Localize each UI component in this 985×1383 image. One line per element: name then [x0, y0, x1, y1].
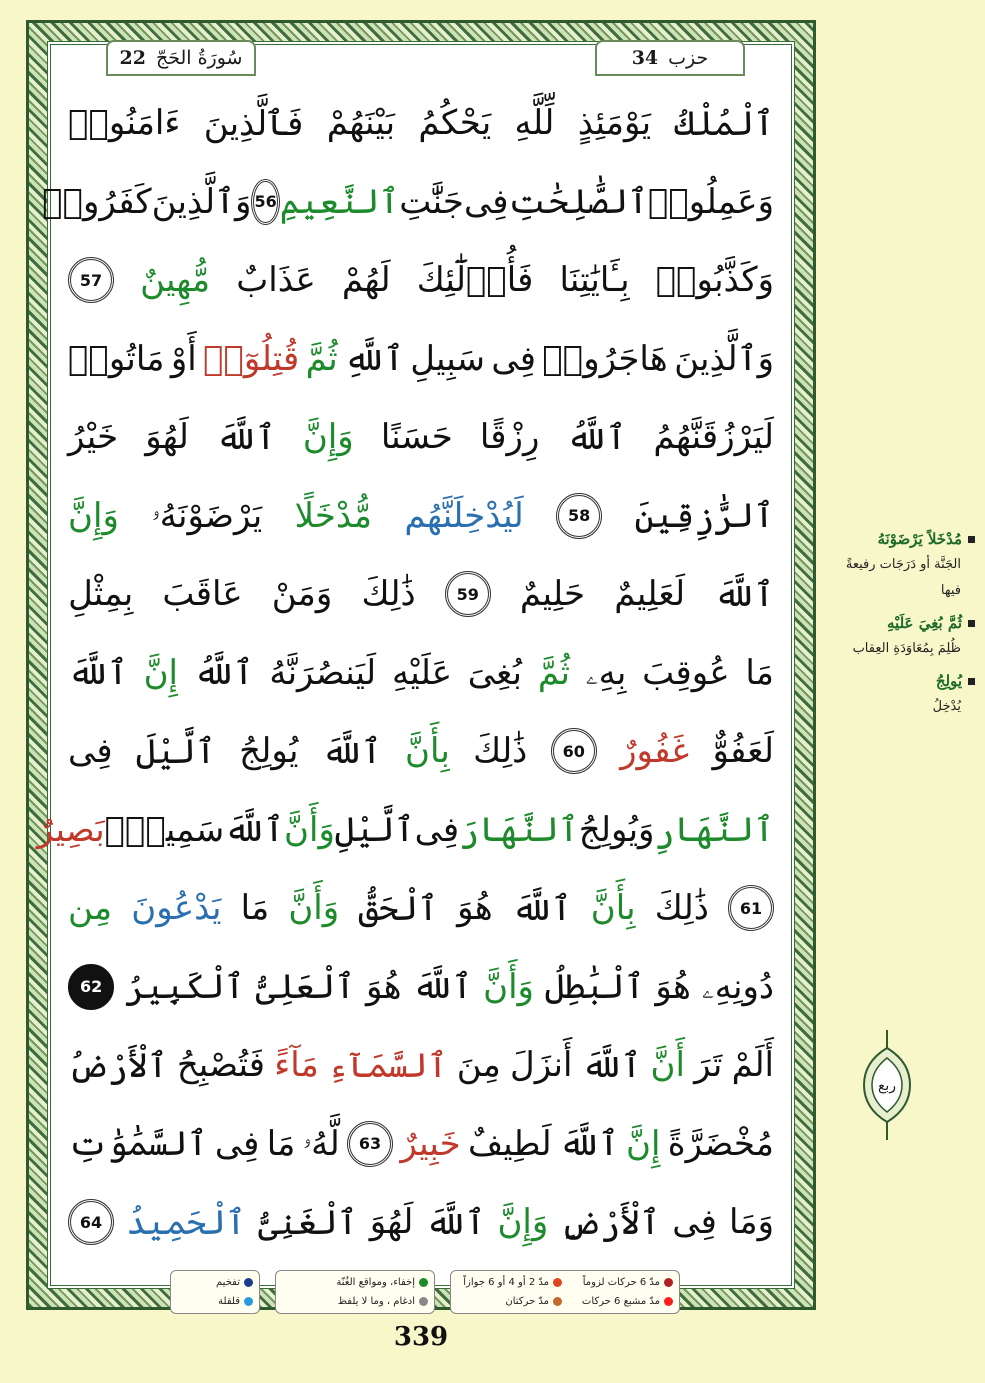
- quran-word: ٱلصَّٰلِحَٰتِ: [508, 182, 648, 222]
- legend-label: ادغام ، وما لا يلفظ: [337, 1296, 415, 1307]
- quran-word: مَا: [266, 1123, 296, 1164]
- quran-word: بُغِىَ: [467, 652, 523, 693]
- legend-madd: [450, 1270, 680, 1314]
- verse-number-marker: 64: [68, 1199, 114, 1245]
- quran-word: ٱللَّهَ: [511, 888, 572, 929]
- quran-word: هُوَ: [655, 966, 691, 1007]
- verse-number-marker: 61: [728, 885, 774, 931]
- quran-word: بِهِۦ: [585, 652, 627, 693]
- note-heading: [835, 614, 975, 632]
- quran-word: ٱلْغَنِىُّ: [257, 1202, 358, 1243]
- ayah-line: [68, 485, 774, 547]
- quran-word: وَأَنَّ: [284, 809, 335, 850]
- legend-item: [177, 1292, 253, 1311]
- quran-word: فِى: [672, 1202, 717, 1242]
- quran-word: وَكَذَّبُوا۟: [655, 260, 774, 300]
- legend-label: مدّ حركتان: [505, 1296, 549, 1307]
- legend-color-dot-icon: [553, 1278, 562, 1287]
- quran-word: ٱللَّهَ: [224, 810, 285, 850]
- quran-word: يُولِجُ: [239, 731, 299, 771]
- quran-word: مَاتُوا۟: [68, 338, 165, 379]
- quran-word: ٱلْكَبِيرُ: [125, 967, 245, 1007]
- verse-number-marker: 57: [68, 257, 114, 303]
- quran-word: ٱللَّهَ: [581, 1045, 642, 1086]
- legend-item: [282, 1273, 428, 1292]
- quran-word: هَاجَرُوا۟: [542, 338, 668, 379]
- quran-word: فَتُصْبِحُ: [176, 1045, 266, 1085]
- quran-word: أَنزَلَ: [510, 1045, 573, 1085]
- quran-word: غَفُورٌ: [620, 731, 690, 771]
- quran-word: عُوقِبَ: [642, 652, 730, 693]
- quran-word: ٱلْأَرْضُ: [68, 1045, 168, 1086]
- quran-word: بَيْنَهُمْ: [326, 103, 396, 143]
- quran-word: وَأَنَّ: [288, 888, 340, 928]
- ayah-line: [42, 171, 774, 233]
- quran-word: ٱللَّهَ: [714, 574, 774, 615]
- quran-word: فَأُو۟لَٰٓئِكَ: [416, 260, 534, 300]
- ayah-line: [68, 406, 774, 468]
- quran-word: مِنَ: [456, 1045, 501, 1085]
- legend-label: مدّ 6 حركات لزوماً: [582, 1277, 660, 1288]
- legend-item: [457, 1273, 562, 1292]
- hizb-label: حزب: [668, 47, 709, 69]
- quran-word: تَرَ: [694, 1045, 723, 1085]
- note-body: الجَنَّة أو دَرَجَات رفيعةً فيها: [845, 557, 961, 598]
- verse-number-marker: 58: [556, 493, 602, 539]
- verse-number-marker: 62: [68, 964, 114, 1010]
- quran-word: ٱلْبَٰطِلُ: [544, 967, 645, 1007]
- legend-color-dot-icon: [553, 1297, 562, 1306]
- quran-word: فَٱلَّذِينَ: [203, 103, 304, 144]
- note-heading-text: ثُمَّ بُغِيَ عَلَيْهِ: [887, 614, 962, 632]
- legend-label: مدّ 2 أو 4 أو 6 جوازاً: [463, 1277, 549, 1288]
- quran-word: عَاقَبَ: [162, 574, 243, 614]
- ayah-line: [68, 642, 774, 704]
- legend-color-dot-icon: [244, 1278, 253, 1287]
- ayah-line: [68, 563, 774, 625]
- legend-tafkheem: [170, 1270, 260, 1314]
- quran-word: مَا: [240, 888, 270, 928]
- quran-word: ٱللَّهُ: [193, 653, 254, 693]
- quran-word: بِأَنَّ: [590, 888, 636, 928]
- quran-word: لَهُوَ: [145, 417, 189, 457]
- quran-word: لَطِيفٌ: [467, 1123, 552, 1164]
- hizb-header: [595, 40, 745, 76]
- quran-word: مُّهِينٌ: [140, 260, 211, 300]
- quran-word: ٱلسَّمَٰوَٰتِ: [68, 1124, 208, 1164]
- quran-word: ٱللَّهَ: [558, 1124, 619, 1164]
- legend-color-dot-icon: [244, 1297, 253, 1306]
- ayah-line: [68, 328, 774, 390]
- verse-number-marker: 56: [251, 179, 279, 225]
- quran-word: ٱلْعَلِىُّ: [255, 967, 356, 1007]
- note-body: ظُلِمَ بِمُعَاوَدَةِ العِقاب: [852, 641, 961, 656]
- bullet-icon: [968, 678, 975, 685]
- note-body: يُدْخِلُ: [932, 699, 961, 714]
- quran-word: فِى: [68, 731, 113, 771]
- bullet-icon: [968, 536, 975, 543]
- legend-label: إخفاء، ومواقع الغُنّة: [336, 1277, 415, 1288]
- surah-name: سُورَةُ الحَجّ: [155, 47, 243, 69]
- quran-word: بِـَٔايَٰتِنَا: [559, 260, 630, 300]
- quran-word: خَيْرُ: [68, 417, 119, 457]
- quran-word: وَٱلَّذِينَ: [674, 339, 774, 379]
- quran-word: ٱللَّهَ: [321, 731, 382, 772]
- quran-word: مَا: [745, 652, 774, 693]
- quran-word: كَفَرُوا۟: [42, 181, 152, 222]
- quran-word: فِى: [414, 809, 460, 850]
- quran-word: عَذَابٌ: [236, 260, 316, 300]
- page-number: 339: [393, 1322, 449, 1352]
- quran-word: إِنَّ: [143, 652, 178, 693]
- quran-word: حَلِيمٌ: [519, 574, 586, 614]
- quran-word: سَمِيعٌۢ: [104, 809, 225, 850]
- quran-word: مُخْضَرَّةً: [667, 1123, 774, 1164]
- quran-word: يَوْمَئِذٍ: [577, 103, 652, 143]
- quran-word: ٱلرَّٰزِقِينَ: [634, 496, 774, 536]
- quran-word: أَوْ: [170, 338, 197, 379]
- quran-word: وَمَنْ: [271, 574, 333, 614]
- legend-color-dot-icon: [664, 1297, 673, 1306]
- quran-word: ٱلسَّمَآءِ: [328, 1045, 448, 1086]
- margin-notes: [835, 530, 975, 730]
- ayah-line: [68, 720, 774, 782]
- quran-word: وَيُولِجُ: [578, 809, 655, 850]
- quran-word: ذَٰلِكَ: [473, 731, 528, 771]
- quran-word: ٱللَّهَ: [425, 1202, 486, 1243]
- quran-word: ٱلْحَقُّ: [358, 888, 438, 929]
- ayah-line: [68, 877, 774, 939]
- rub-label: ربع: [877, 1078, 897, 1094]
- quran-word: ٱللَّهَ: [68, 653, 128, 693]
- quran-word: ٱلَّيْلِ: [334, 810, 415, 850]
- quran-word: فِى: [214, 1123, 260, 1164]
- quran-word: وَٱلَّذِينَ: [151, 182, 252, 222]
- quran-word: وَإِنَّ: [497, 1202, 549, 1242]
- quran-word: ٱللَّهَ: [215, 417, 276, 458]
- quran-word: سَبِيلِ: [410, 338, 486, 379]
- quran-word: بِأَنَّ: [404, 731, 450, 771]
- quran-word: فِى: [491, 338, 537, 379]
- quran-word: لَّهُۥ: [302, 1123, 340, 1164]
- quran-word: دُونِهِۦ: [701, 966, 774, 1007]
- quran-word: فِى: [463, 181, 509, 222]
- hizb-number: 34: [631, 47, 659, 69]
- legend-ghunna: [275, 1270, 435, 1314]
- ayah-line: [68, 1113, 774, 1175]
- legend-color-dot-icon: [419, 1278, 428, 1287]
- quran-word: لَهُمْ: [341, 260, 391, 300]
- quran-word: ٱلْحَمِيدُ: [126, 1202, 246, 1243]
- quran-word: لَعَلِيمٌ: [614, 574, 686, 614]
- quran-word: ثُمَّ: [537, 652, 570, 693]
- bullet-icon: [968, 620, 975, 627]
- quran-word: وَعَمِلُوا۟: [648, 181, 774, 222]
- ayah-line: [68, 92, 774, 154]
- quran-word: يَدْعُونَ: [131, 888, 222, 928]
- quran-word: ثُمَّ: [305, 338, 338, 379]
- quran-word: حَسَنًا: [380, 417, 453, 457]
- ayah-line: [68, 956, 774, 1018]
- ayah-line: [68, 1034, 774, 1096]
- legend-item: [457, 1292, 562, 1311]
- quran-word: يَحْكُمُ: [418, 103, 492, 143]
- verse-number-marker: 60: [551, 728, 597, 774]
- quran-word: أَنَّ: [650, 1045, 685, 1085]
- quran-word: عَلَيْهِ: [391, 652, 452, 693]
- quran-word: ٱلنَّهَارِ: [654, 810, 774, 850]
- quran-word: ٱلْأَرْضِ: [560, 1202, 661, 1243]
- legend-color-dot-icon: [664, 1278, 673, 1287]
- quran-word: لَيَنصُرَنَّهُ: [269, 652, 377, 693]
- legend-label: تفخيم: [216, 1277, 240, 1288]
- quran-word: ذَٰلِكَ: [361, 574, 416, 614]
- quran-word: هُوَ: [457, 888, 493, 928]
- quran-word: ٱلَّيْلَ: [136, 731, 216, 772]
- quran-word: ٱلْمُلْكُ: [674, 103, 774, 144]
- ayah-line: [68, 249, 774, 311]
- surah-number: 22: [119, 47, 146, 69]
- quran-word: أَلَمْ: [731, 1045, 774, 1085]
- quran-word: لَيُدْخِلَنَّهُم: [404, 495, 524, 536]
- quran-word: ٱلنَّعِيمِ: [279, 182, 400, 222]
- quran-word: لَهُوَ: [369, 1202, 414, 1242]
- legend-item: [568, 1292, 673, 1311]
- quran-word: قُتِلُوٓا۟: [203, 338, 300, 379]
- legend-item: [282, 1292, 428, 1311]
- rub-ornament-icon: [862, 1030, 912, 1140]
- quran-word: لَعَفُوٌّ: [712, 731, 774, 771]
- legend-label: قلقلة: [218, 1296, 240, 1307]
- ayah-line: [68, 1191, 774, 1253]
- quran-word: لَيَرْزُقَنَّهُمُ: [653, 417, 774, 457]
- verse-number-marker: 63: [347, 1121, 393, 1167]
- legend-label: مدّ مشبع 6 حركات: [581, 1296, 660, 1307]
- surah-header: [106, 40, 256, 76]
- ayah-line: [36, 799, 774, 861]
- quran-word: ٱللَّهُ: [566, 417, 627, 458]
- quran-word: هُوَ: [366, 966, 402, 1007]
- quran-word: مِن: [68, 888, 113, 928]
- quran-word: بِمِثْلِ: [68, 574, 134, 614]
- note-heading-text: مُدْخَلاً يَرْضَوْنَهُ: [877, 530, 962, 548]
- quran-word: ٱللَّهَ: [412, 967, 473, 1007]
- quran-word: خَبِيرٌ: [400, 1123, 461, 1164]
- quran-word: لِّلَّهِ: [514, 103, 555, 143]
- legend-color-dot-icon: [419, 1297, 428, 1306]
- quran-word: وَمَا: [729, 1202, 774, 1242]
- legend-item: [177, 1273, 253, 1292]
- quran-word: ٱلنَّهَارَ: [459, 810, 579, 850]
- legend-item: [568, 1273, 673, 1292]
- quran-word: يَرْضَوْنَهُۥ: [151, 495, 263, 536]
- quran-word: وَإِنَّ: [68, 495, 119, 536]
- quran-word: رِزْقًا: [479, 417, 540, 457]
- quran-word: ٱللَّهِ: [344, 339, 404, 379]
- quran-word: إِنَّ: [626, 1123, 661, 1164]
- quran-word: ذَٰلِكَ: [654, 888, 709, 928]
- quran-text: [36, 92, 774, 1270]
- note-heading: [835, 530, 975, 548]
- verse-number-marker: 59: [445, 571, 491, 617]
- quran-word: بَصِيرٌ: [36, 809, 105, 850]
- quran-word: وَأَنَّ: [483, 966, 534, 1007]
- quran-word: جَنَّٰتِ: [399, 181, 464, 222]
- quran-word: ءَامَنُوا۟: [68, 103, 181, 143]
- quran-word: وَإِنَّ: [302, 417, 354, 457]
- tajweed-legend: [140, 1270, 680, 1318]
- quran-word: مَآءً: [274, 1045, 319, 1085]
- quran-word: مُّدْخَلًا: [294, 495, 372, 536]
- note-heading: [835, 672, 975, 690]
- note-heading-text: يُولِجُ: [935, 672, 962, 690]
